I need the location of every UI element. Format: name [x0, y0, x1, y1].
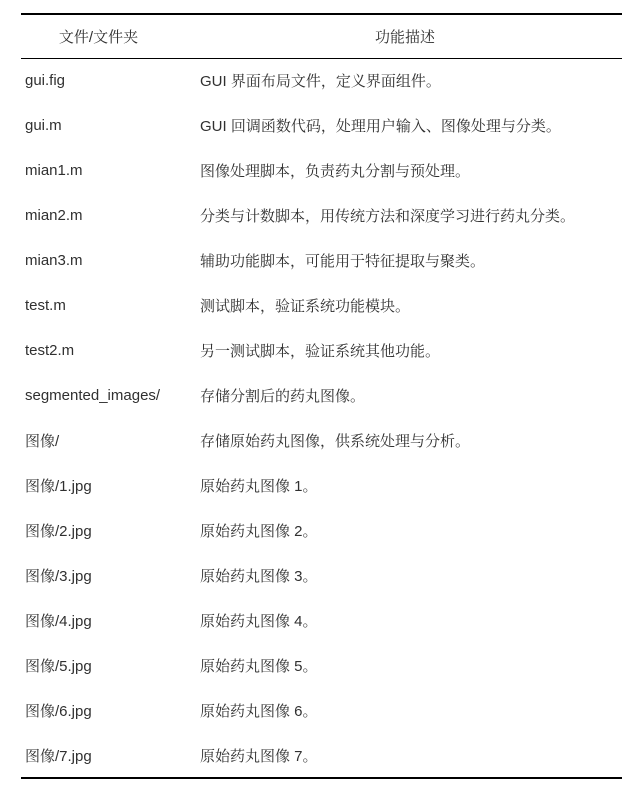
file-name-cell: mian1.m: [25, 162, 83, 179]
table-row: [21, 238, 622, 283]
file-description-table: [21, 13, 622, 779]
file-name-cell: gui.m: [25, 117, 62, 134]
file-name-cell: 图像/5.jpg: [25, 658, 92, 675]
description-cell: 原始药丸图像 2。: [200, 523, 318, 540]
description-cell: 原始药丸图像 1。: [200, 478, 318, 495]
table-row: [21, 418, 622, 463]
table-row: [21, 103, 622, 148]
file-name-cell: test2.m: [25, 342, 75, 359]
description-cell: 辅助功能脚本，可能用于特征提取与聚类。: [200, 253, 486, 270]
file-name-cell: 图像/4.jpg: [25, 613, 92, 630]
table-row: [21, 733, 622, 778]
description-cell: 测试脚本，验证系统功能模块。: [200, 298, 411, 315]
description-cell: 原始药丸图像 4。: [200, 613, 318, 630]
header-file-column: 文件/文件夹: [58, 28, 139, 46]
table-body: [21, 58, 622, 778]
file-name-cell: 图像/7.jpg: [25, 747, 92, 765]
file-name-cell: 图像/3.jpg: [25, 568, 92, 585]
file-name-cell: 图像/1.jpg: [25, 478, 92, 495]
table-row: [21, 58, 622, 103]
description-cell: 图像处理脚本，负责药丸分割与预处理。: [200, 163, 471, 180]
description-cell: 原始药丸图像 7。: [200, 747, 318, 765]
description-cell: 原始药丸图像 5。: [200, 658, 318, 675]
description-cell: 原始药丸图像 6。: [200, 703, 318, 720]
description-cell: 分类与计数脚本，用传统方法和深度学习进行药丸分类。: [200, 208, 576, 225]
table-row: [21, 643, 622, 688]
file-name-cell: mian3.m: [25, 252, 83, 269]
table-row: [21, 328, 622, 373]
file-name-cell: mian2.m: [25, 207, 83, 224]
file-name-cell: 图像/2.jpg: [25, 523, 92, 540]
table-row: [21, 508, 622, 553]
table-row: [21, 283, 622, 328]
description-cell: 存储分割后的药丸图像。: [200, 388, 366, 405]
table-row: [21, 463, 622, 508]
description-cell: 原始药丸图像 3。: [200, 568, 318, 585]
description-cell: GUI 回调函数代码，处理用户输入、图像处理与分类。: [200, 118, 561, 135]
file-name-cell: 图像/6.jpg: [25, 703, 92, 720]
table-row: [21, 373, 622, 418]
table-row: [21, 688, 622, 733]
table-row: [21, 553, 622, 598]
table-row: [21, 598, 622, 643]
file-name-cell: test.m: [25, 297, 66, 314]
table-header-row: [21, 14, 622, 58]
file-name-cell: 图像/: [25, 433, 60, 450]
header-description-column: 功能描述: [374, 28, 435, 46]
description-cell: 存储原始药丸图像，供系统处理与分析。: [200, 433, 471, 450]
file-name-cell: segmented_images/: [25, 387, 161, 404]
table-row: [21, 148, 622, 193]
table-header: [21, 14, 622, 58]
table-row: [21, 193, 622, 238]
description-cell: GUI 界面布局文件，定义界面组件。: [200, 73, 441, 91]
description-cell: 另一测试脚本，验证系统其他功能。: [200, 343, 441, 360]
file-name-cell: gui.fig: [25, 72, 66, 90]
